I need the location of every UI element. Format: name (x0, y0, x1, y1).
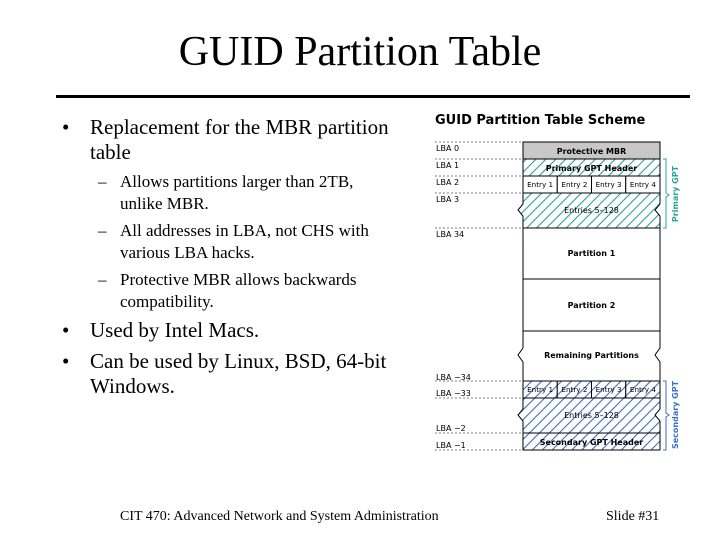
entry-label: Entry 1 (527, 180, 554, 189)
partition-1-label: Partition 1 (567, 249, 616, 258)
lba-label: LBA −34 (436, 373, 471, 382)
partition-2-label: Partition 2 (567, 301, 616, 310)
gpt-scheme-svg (430, 106, 700, 456)
lba-label: LBA 2 (436, 178, 460, 187)
diagram-title: GUID Partition Table Scheme (435, 113, 646, 128)
bullet-text: Replacement for the MBR partition table (90, 115, 389, 164)
lba-label: LBA −1 (436, 441, 466, 450)
entry-label: Entry 4 (629, 385, 656, 394)
entry-label: Entry 2 (561, 385, 588, 394)
sub-bullet-text: Protective MBR allows backwards compatibility. (120, 270, 357, 311)
bullet-dot: • (62, 349, 70, 373)
primary-gpt-header-label: Primary GPT Header (545, 164, 638, 173)
footer-slide-number: Slide #31 (606, 509, 660, 524)
bullet-dot: • (62, 115, 70, 139)
bullet-item (62, 318, 392, 343)
entry-label: Entry 3 (595, 180, 622, 189)
secondary-entries-rest-label: Entries 5–128 (564, 411, 619, 420)
sub-bullet-item (62, 171, 392, 215)
primary-entries-rest-label: Entries 5–128 (564, 206, 619, 215)
sub-bullet-dash: – (98, 270, 107, 289)
entry-label: Entry 1 (527, 385, 554, 394)
sub-bullet-item (62, 220, 392, 264)
lba-label: LBA 1 (436, 161, 460, 170)
protective-mbr-label: Protective MBR (556, 147, 627, 156)
bullet-list (62, 115, 392, 405)
sub-bullet-dash: – (98, 172, 107, 191)
lba-guides (435, 142, 523, 450)
lba-label: LBA −33 (436, 389, 471, 398)
secondary-gpt-header-label: Secondary GPT Header (539, 438, 644, 447)
sub-bullet-text: All addresses in LBA, not CHS with various LBA hacks. (120, 221, 369, 262)
sub-bullet-dash: – (98, 221, 107, 240)
bullet-item (62, 349, 392, 399)
lba-label: LBA 34 (436, 230, 465, 239)
primary-gpt-side-label: Primary GPT (671, 165, 680, 223)
entry-label: Entry 4 (629, 180, 656, 189)
bullet-text: Can be used by Linux, BSD, 64-bit Windows. (90, 349, 387, 398)
secondary-gpt-brace (663, 381, 669, 450)
entry-label: Entry 3 (595, 385, 622, 394)
lba-label: LBA 3 (436, 195, 460, 204)
bullet-dot: • (62, 318, 70, 342)
remaining-partitions-label: Remaining Partitions (544, 351, 639, 360)
bullet-item (62, 115, 392, 165)
slide-title: GUID Partition Table (178, 29, 542, 75)
secondary-gpt-side-label: Secondary GPT (671, 380, 680, 450)
lba-label: LBA −2 (436, 424, 466, 433)
title-divider (56, 95, 690, 98)
sub-bullet-text: Allows partitions larger than 2TB, unlike MBR. (120, 172, 354, 213)
entry-label: Entry 2 (561, 180, 588, 189)
sub-bullet-item (62, 269, 392, 313)
bullet-text: Used by Intel Macs. (90, 318, 260, 342)
primary-gpt-brace (663, 159, 669, 228)
footer-course: CIT 470: Advanced Network and System Administration (120, 509, 439, 524)
lba-label: LBA 0 (436, 144, 460, 153)
gpt-diagram (430, 106, 700, 461)
